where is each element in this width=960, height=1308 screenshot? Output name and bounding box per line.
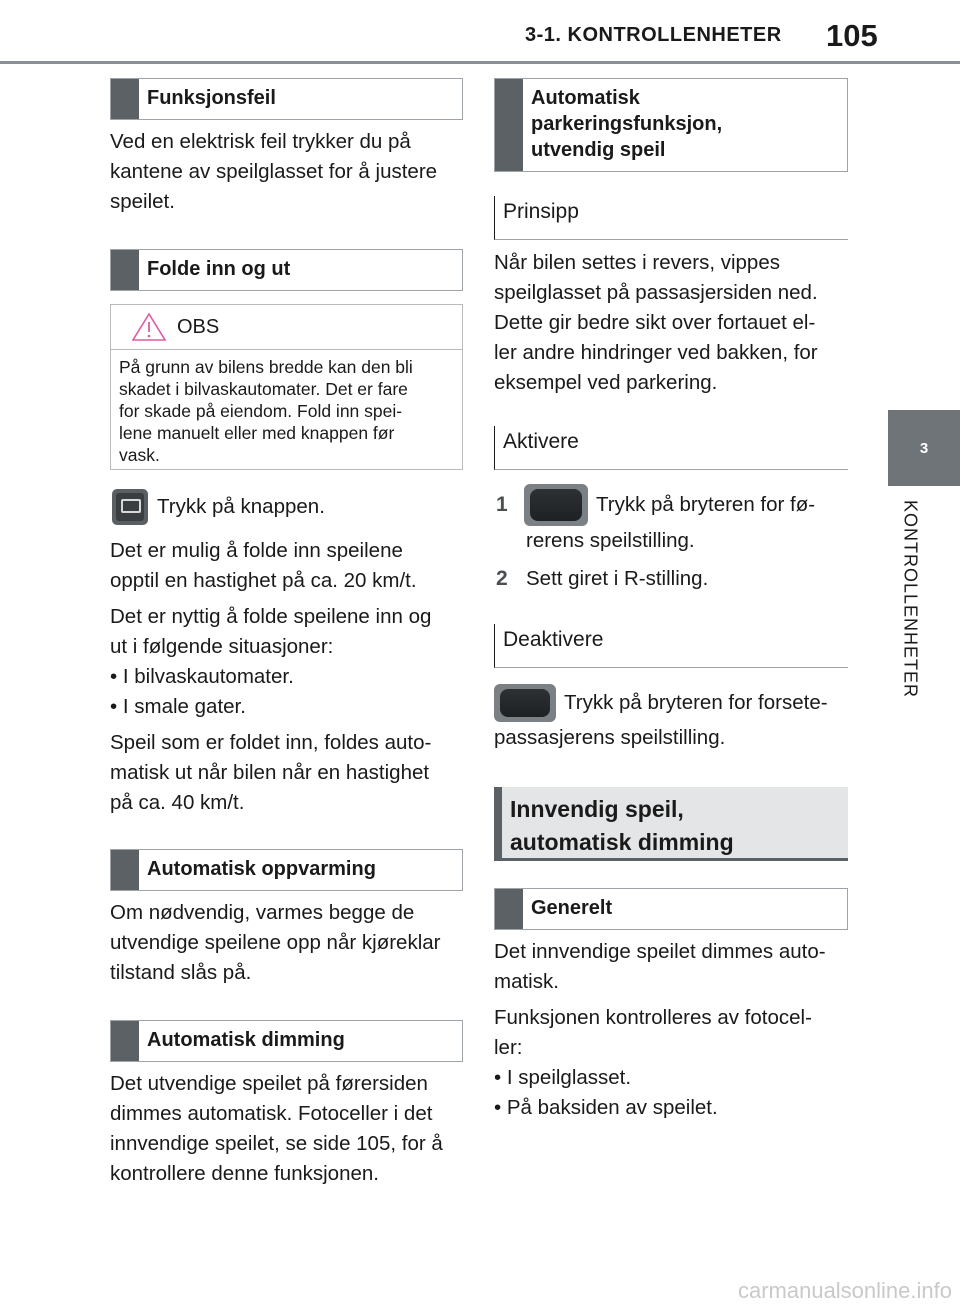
text-press-button: Trykk på knappen. [157,495,325,518]
text-fold-info: Det er mulig å folde inn speilene opptil en hastighet på ca. 20 km/t. Det er nyttig å folde speilene inn og ut i følgende situasjoner: • I bilvaskautomater. • I smale gater. Speil som er foldet inn, foldes auto- matisk ut når bilen når en hastighet på ca. 40 km/t. [110,539,432,814]
mirror-switch-icon [524,484,588,526]
text-funksjonsfeil: Ved en elektrisk feil trykker du på kantene av speilglasset for å justere speilet. [110,130,438,213]
page-number: 105 [826,18,878,53]
subheading-aktivere: Aktivere [494,426,848,470]
chapter-tab: 3 [888,410,960,486]
watermark: carmanualsonline.info [737,1278,952,1303]
heading-automatisk-dimming: Automatisk dimming [110,1020,463,1062]
header-rule [0,61,960,64]
running-header: 3-1. KONTROLLENHETER [525,24,782,46]
chapter-side-label: KONTROLLENHETER [900,500,921,699]
heading-folde-inn-og-ut: Folde inn og ut [110,249,463,291]
text-generelt: Det innvendige speilet dimmes auto- matisk. Funksjonen kontrolleres av fotocel- ler: • I speilglasset. • På baksiden av speilet. [494,940,826,1119]
step-text: Trykk på bryteren for fø- [596,493,816,516]
text-deaktivere: Trykk på bryteren for forsete- [564,691,828,714]
step-number: 1 [496,493,508,516]
text-dimming: Det utvendige speilet på førersiden dimmes automatisk. Fotoceller i det innvendige speilet, se side 105, for å kontrollere denne funksjonen. [110,1072,443,1185]
step-text: Sett giret i R-stilling. [526,567,709,590]
subheading-prinsipp: Prinsipp [494,196,848,240]
heading-parkeringsfunksjon: Automatisk parkeringsfunksjon, utvendig speil [494,78,848,172]
step-number: 2 [496,567,508,590]
notice-text: På grunn av bilens bredde kan den bli skadet i bilvaskautomater. Det er fare for skade på eiendom. Fold inn spei- lene manuelt eller med knappen før vask. [119,357,413,465]
notice-label: OBS [177,315,220,338]
heading-funksjonsfeil: Funksjonsfeil [110,78,463,120]
text-prinsipp: Når bilen settes i revers, vippes speilglasset på passasjersiden ned. Dette gir bedre sikt over fortauet el- ler andre hindringer ved bakken, for eksempel ved parkering. [494,251,818,394]
text-deaktivere-continued: passasjerens speilstilling. [494,726,726,749]
heading-innvendig-speil: Innvendig speil, automatisk dimming [494,787,848,861]
text-oppvarming: Om nødvendig, varmes begge de utvendige speilene opp når kjøreklar tilstand slås på. [110,901,441,984]
notice-box [110,304,463,470]
heading-automatisk-oppvarming: Automatisk oppvarming [110,849,463,891]
mirror-switch-icon [494,684,556,722]
step-text-continued: rerens speilstilling. [526,529,695,552]
subheading-deaktivere: Deaktivere [494,624,848,668]
heading-generelt: Generelt [494,888,848,930]
warning-triangle-icon [131,312,167,342]
mirror-fold-button-icon [112,489,148,525]
